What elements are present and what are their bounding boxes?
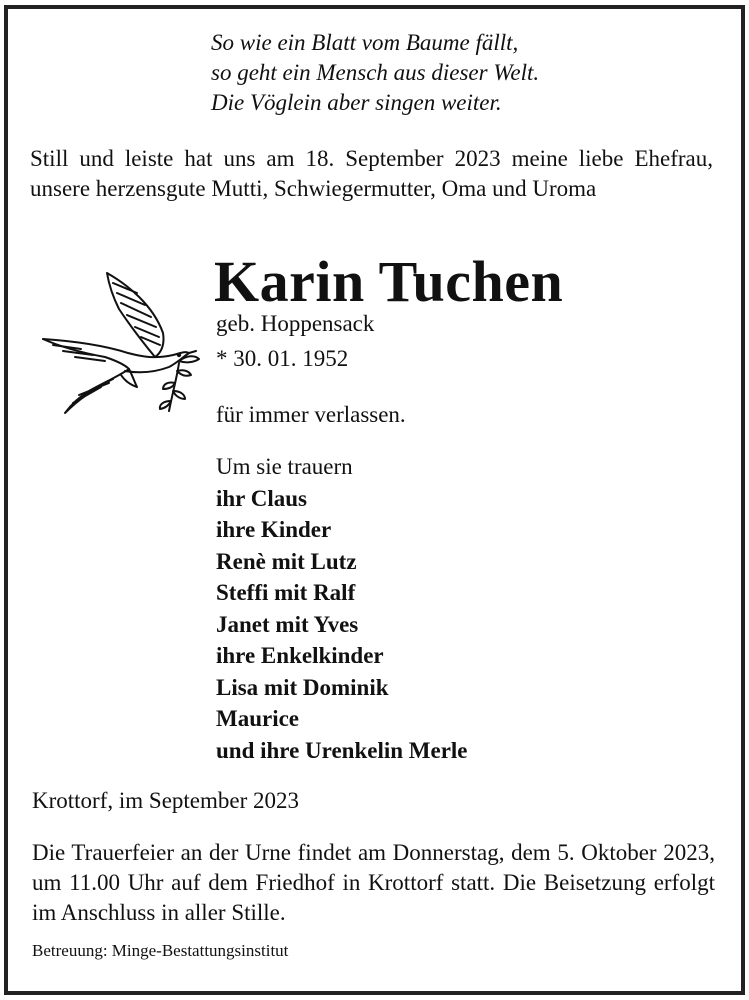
funeral-home-credit: Betreuung: Minge-Bestattungsinstitut [32,941,289,960]
poem-line: Die Vöglein aber singen weiter. [211,90,502,115]
mourner: und ihre Urenkelin Merle [216,737,468,763]
mourner: Lisa mit Dominik [216,674,389,700]
poem-line: so geht ein Mensch aus dieser Welt. [211,60,540,85]
mourners-list [216,451,468,766]
poem [211,28,539,118]
poem-line: So wie ein Blatt vom Baume fällt, [211,30,519,55]
deceased-name: Karin Tuchen [214,249,564,314]
left-text: für immer verlassen. [216,402,406,427]
mourner: Steffi mit Ralf [216,580,356,605]
mourner: ihre Kinder [216,517,332,542]
intro-text: Still und leiste hat uns am 18. September 2023 meine liebe Ehefrau, unsere herzensgute Mutti, Schwiegermutter, Oma und Uroma [30,146,713,201]
service-info: Die Trauerfeier an der Urne findet am Donnerstag, dem 5. Oktober 2023, um 11.00 Uhr auf dem Friedhof in Krottorf statt. Die Beisetzung erfolgt im Anschluss in aller Stille. [32,840,715,925]
mourner: Maurice [216,706,300,731]
place-and-date: Krottorf, im September 2023 [32,788,300,813]
mourner: ihr Claus [216,485,307,511]
mourner: ihre Enkelkinder [216,643,384,668]
dove-with-olive-branch-icon [33,265,205,420]
mourners-lead: Um sie trauern [216,454,353,479]
maiden-name: geb. Hoppensack [216,311,375,336]
mourner: Renè mit Lutz [216,548,357,574]
birth-date: * 30. 01. 1952 [216,346,349,371]
mourner: Janet mit Yves [216,611,359,637]
